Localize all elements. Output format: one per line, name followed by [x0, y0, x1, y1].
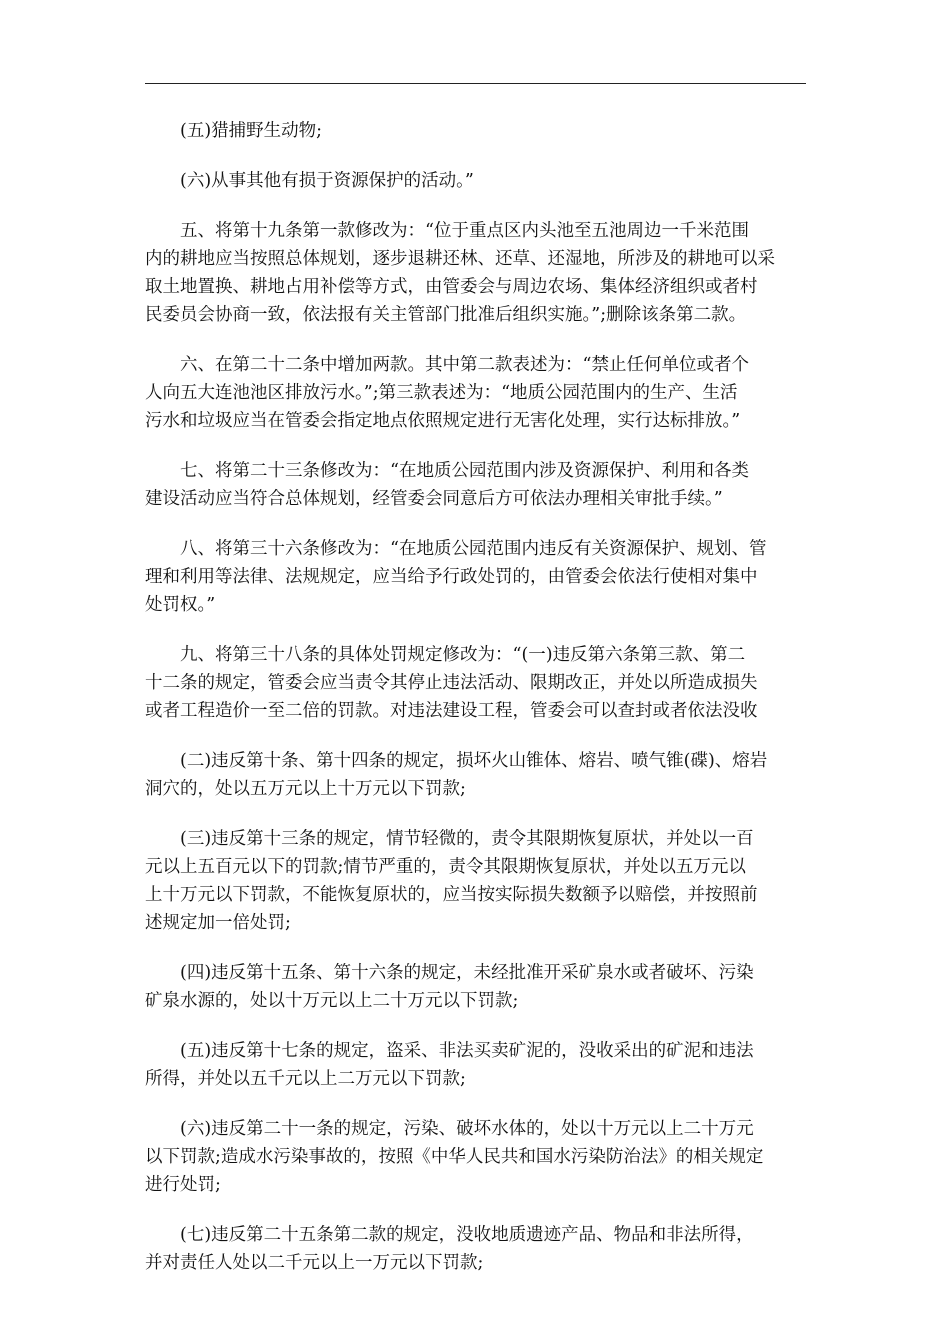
text-line: 六、在第二十二条中增加两款。其中第二款表述为：“禁止任何单位或者个 — [180, 355, 749, 375]
text-line: (七)违反第二十五条第二款的规定，没收地质遗迹产品、物品和非法所得， — [180, 1225, 754, 1245]
text-line: (五)猎捕野生动物; — [180, 121, 323, 141]
text-line: (三)违反第十三条的规定，情节轻微的，责令其限期恢复原状，并处以一百 — [180, 829, 754, 849]
text-line: 述规定加一倍处罚; — [145, 913, 291, 933]
text-line: 理和利用等法律、法规规定，应当给予行政处罚的，由管委会依法行使相对集中 — [145, 567, 758, 587]
text-line: 洞穴的，处以五万元以上十万元以下罚款; — [145, 779, 466, 799]
text-line: 九、将第三十八条的具体处罚规定修改为：“(一)违反第六条第三款、第二 — [180, 645, 746, 665]
text-line: 民委员会协商一致，依法报有关主管部门批准后组织实施。”;删除该条第二款。 — [145, 305, 747, 325]
text-line: (五)违反第十七条的规定，盗采、非法买卖矿泥的，没收采出的矿泥和违法 — [180, 1041, 754, 1061]
document-body — [145, 117, 808, 1299]
text-line: 八、将第三十六条修改为：“在地质公园范围内违反有关资源保护、规划、管 — [180, 539, 767, 559]
paragraph — [145, 351, 808, 435]
text-line: 进行处罚; — [145, 1175, 221, 1195]
text-line: (二)违反第十条、第十四条的规定，损坏火山锥体、熔岩、喷气锥(碟)、熔岩 — [180, 751, 768, 771]
text-line: (六)从事其他有损于资源保护的活动。” — [180, 171, 474, 191]
text-line: 或者工程造价一至二倍的罚款。对违法建设工程，管委会可以查封或者依法没收 — [145, 701, 758, 721]
paragraph — [145, 117, 808, 145]
text-line: 人向五大连池池区排放污水。”;第三款表述为：“地质公园范围内的生产、生活 — [145, 383, 738, 403]
text-line: 取土地置换、耕地占用补偿等方式，由管委会与周边农场、集体经济组织或者村 — [145, 277, 758, 297]
paragraph — [145, 1037, 808, 1093]
paragraph — [145, 217, 808, 329]
text-line: (四)违反第十五条、第十六条的规定，未经批准开采矿泉水或者破坏、污染 — [180, 963, 754, 983]
text-line: 上十万元以下罚款，不能恢复原状的，应当按实际损失数额予以赔偿，并按照前 — [145, 885, 758, 905]
text-line: 以下罚款;造成水污染事故的，按照《中华人民共和国水污染防治法》的相关规定 — [145, 1147, 764, 1167]
text-line: 七、将第二十三条修改为：“在地质公园范围内涉及资源保护、利用和各类 — [180, 461, 749, 481]
text-line: 五、将第十九条第一款修改为：“位于重点区内头池至五池周边一千米范围 — [180, 221, 749, 241]
text-line: 所得，并处以五千元以上二万元以下罚款; — [145, 1069, 466, 1089]
text-line: 并对责任人处以二千元以上一万元以下罚款; — [145, 1253, 484, 1273]
text-line: 建设活动应当符合总体规划，经管委会同意后方可依法办理相关审批手续。” — [145, 489, 723, 509]
text-line: 矿泉水源的，处以十万元以上二十万元以下罚款; — [145, 991, 519, 1011]
header-rule — [145, 83, 806, 84]
paragraph — [145, 1221, 808, 1277]
paragraph — [145, 535, 808, 619]
text-line: 处罚权。” — [145, 595, 216, 615]
paragraph — [145, 959, 808, 1015]
paragraph — [145, 167, 808, 195]
text-line: 内的耕地应当按照总体规划，逐步退耕还林、还草、还湿地，所涉及的耕地可以采 — [145, 249, 775, 269]
paragraph — [145, 747, 808, 803]
paragraph — [145, 641, 808, 725]
text-line: 元以上五百元以下的罚款;情节严重的，责令其限期恢复原状，并处以五万元以 — [145, 857, 746, 877]
text-line: (六)违反第二十一条的规定，污染、破坏水体的，处以十万元以上二十万元 — [180, 1119, 754, 1139]
paragraph — [145, 457, 808, 513]
paragraph — [145, 1115, 808, 1199]
text-line: 污水和垃圾应当在管委会指定地点依照规定进行无害化处理，实行达标排放。” — [145, 411, 741, 431]
text-line: 十二条的规定，管委会应当责令其停止违法活动、限期改正，并处以所造成损失 — [145, 673, 758, 693]
paragraph — [145, 825, 808, 937]
